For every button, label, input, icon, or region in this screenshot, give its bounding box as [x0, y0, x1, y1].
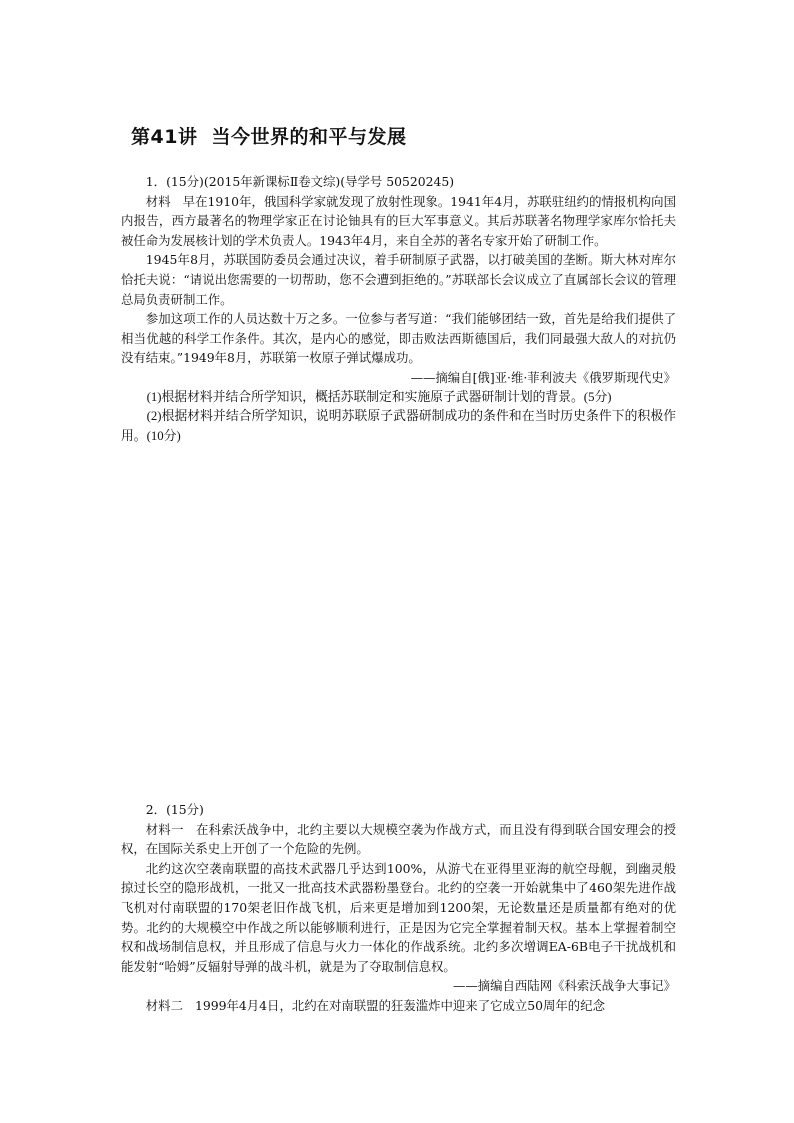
question-1-sub-2: (2)根据材料并结合所学知识，说明苏联原子武器研制成功的条件和在当时历史条件下的积极作用。(10分)	[121, 409, 676, 443]
question-2-header: 2．(15分)	[145, 802, 204, 817]
page-title	[131, 122, 406, 149]
question-2	[121, 800, 676, 1016]
question-1-header: 1．(15分)(2015年新课标Ⅱ卷文综)(导学号 50520245)	[145, 174, 455, 189]
question-1-material-paragraph: 1945年8月，苏联国防委员会通过决议，着手研制原子武器，以打破美国的垄断。斯大林对库尔恰托夫说：“请说出您需要的一切帮助，您不会遭到拒绝的。”苏联部长会议成立了直属部长会议的管理总局负责研制工作。	[121, 252, 676, 307]
material-label: 材料	[145, 193, 171, 209]
question-1-material-paragraph: 参加这项工作的人员达数十万之多。一位参与者写道：“我们能够团结一致，首先是给我们提供了相当优越的科学工作条件。其次，是内心的感觉，即击败法西斯德国后，我们同最强大敌人的对抗仍没有结束。”1949年8月，苏联第一枚原子弹试爆成功。	[121, 311, 676, 366]
material-2-label: 材料二	[145, 997, 183, 1013]
lecture-number: 第41讲	[131, 126, 198, 148]
question-2-source: ——摘编自西陆网《科索沃战争大事记》	[452, 978, 676, 994]
question-1-material-paragraph: 材料 早在1910年，俄国科学家就发现了放射性现象。1941年4月，苏联驻纽约的情报机构向国内报告，西方最著名的物理学家正在讨论铀具有的巨大军事意义。其后苏联著名物理学家库尔恰托夫被任命为发展核计划的学术负责人。1943年4月，来自全苏的著名专家开始了研制工作。	[121, 193, 676, 248]
question-2-material-paragraph: 材料一 在科索沃战争中，北约主要以大规模空袭为作战方式，而且没有得到联合国安理会的授权，在国际关系史上开创了一个危险的先例。	[121, 821, 677, 857]
question-2-material-paragraph: 北约这次空袭南联盟的高技术武器几乎达到100%，从游弋在亚得里亚海的航空母舰，到幽灵般掠过长空的隐形战机，一批又一批高技术武器粉墨登台。北约的空袭一开始就集中了460架先进作战飞机对付南联盟的170架老旧作战飞机，后来更是增加到1200架，无论数量还是质量都有绝对的优势。北约的大规模空中作战之所以能够顺利进行，正是因为它完全掌握着制天权。基本上掌握着制空权和战场制信息权，并且形成了信息与火力一体化的作战系统。北约多次增调EA-6B电子干扰战机和能发射“哈姆”反辐射导弹的战斗机，就是为了夺取制信息权。	[121, 860, 676, 974]
question-1-source: ——摘编自[俄]亚·维·菲利波夫《俄罗斯现代史》	[410, 369, 676, 385]
question-1	[121, 172, 676, 446]
material-1-label: 材料一	[145, 821, 184, 837]
question-2-material-2-paragraph: 材料二 1999年4月4日，北约在对南联盟的狂轰滥炸中迎来了它成立50周年的纪念	[145, 997, 605, 1013]
lecture-topic: 当今世界的和平与发展	[211, 126, 407, 148]
question-1-sub-1: (1)根据材料并结合所学知识，概括苏联制定和实施原子武器研制计划的背景。(5分)	[146, 389, 612, 404]
